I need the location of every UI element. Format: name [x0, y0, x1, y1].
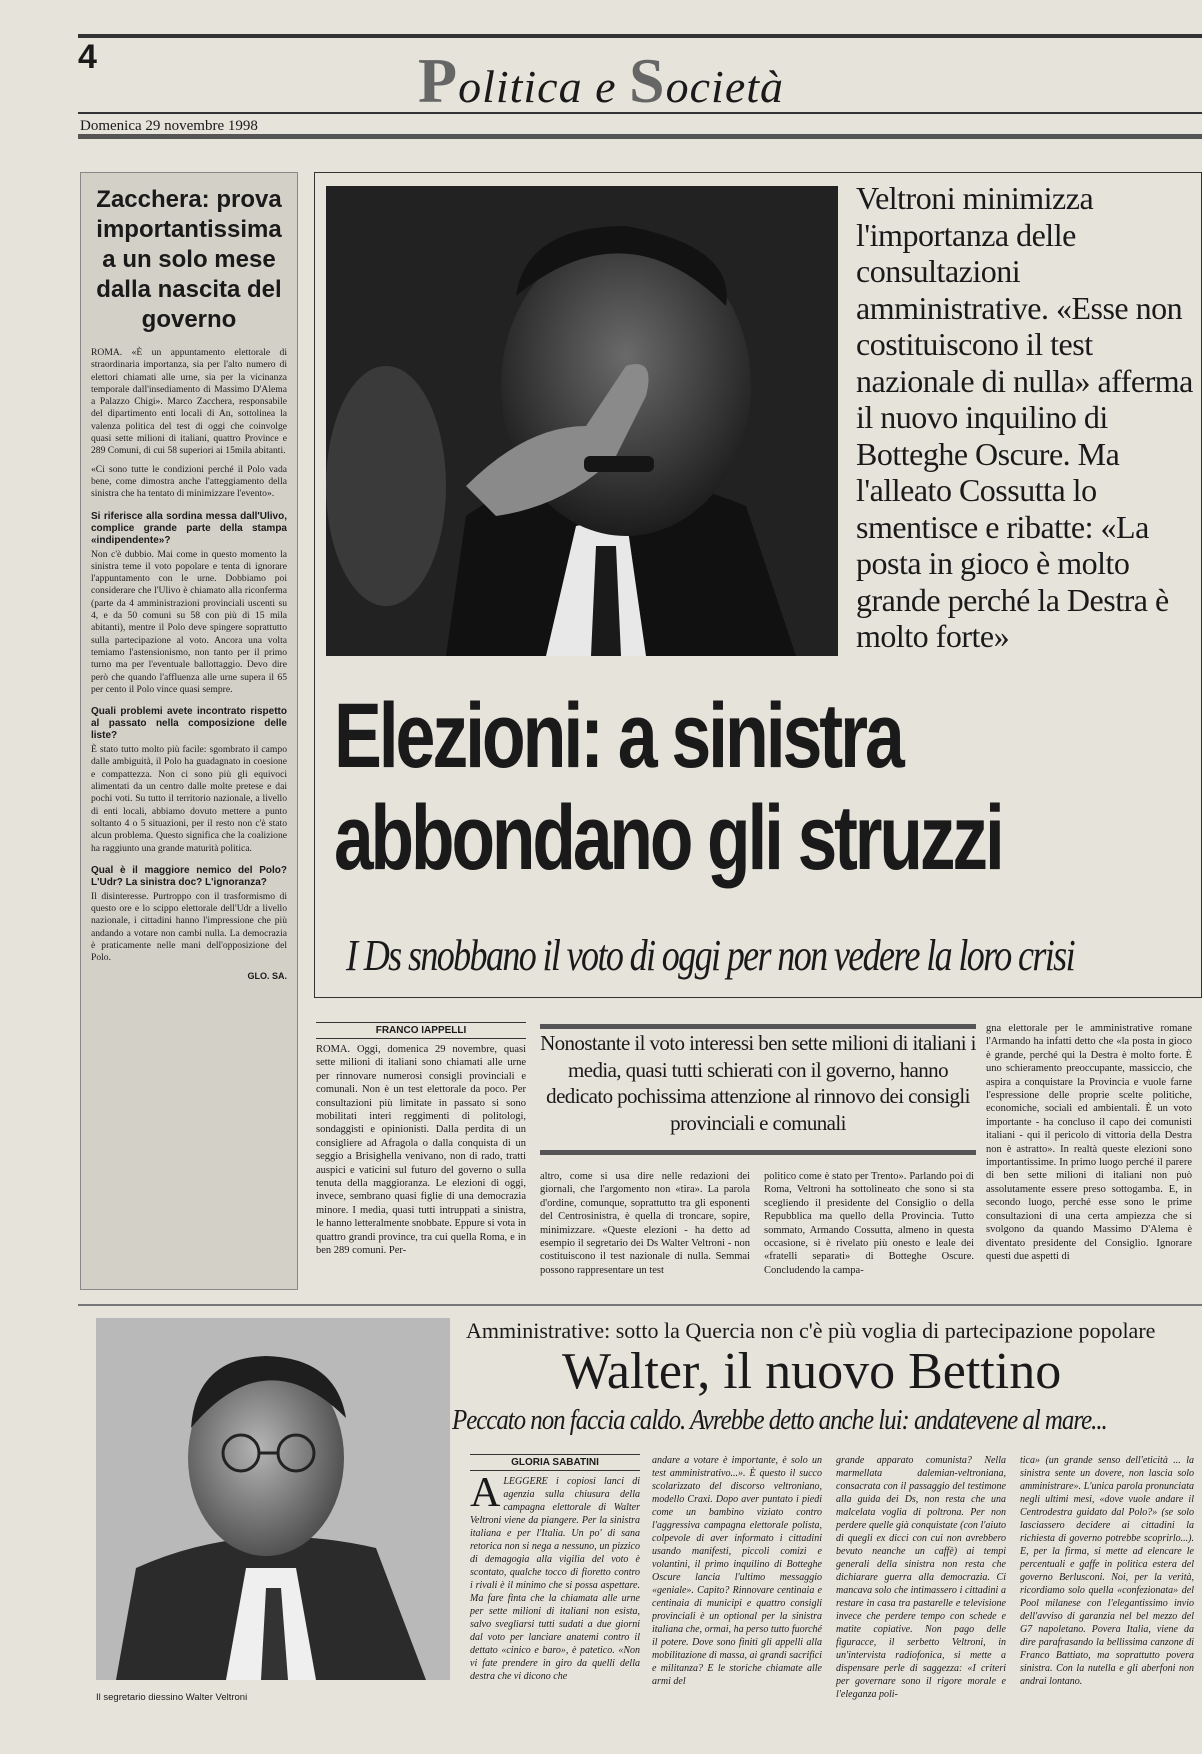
lead-column-2: altro, come si usa dire nelle redazioni dei giornali, che l'argomento non «tira». La parola d'ordine, comunque, soprattutto tra gli esponenti del Centrosinistra, è quella di troncare, sopire, minimizzare. «Queste elezioni - ha detto ad esempio il segretario dei Ds Walter Veltroni - non costituiscono il test nazionale di nulla. Semmai possono rappresentare un test [540, 1171, 750, 1276]
sidebar-intro: ROMA. «È un appuntamento elettorale di straordinaria importanza, sia per l'alto numero di elettori chiamati alle urne, sia per la vicinanza temporale dall'insediamento di Massimo D'Alema a Palazzo Chigi». Marco Zacchera, responsabile del dipartimento enti locali di An, sottolinea la valenza politica del test di oggi che coinvolge quasi sette milioni di italiani, quattro Province e 289 Comuni, di cui 58 superiori ai 15mila abitanti. [91, 347, 287, 457]
masthead-text-2: ocietà [665, 61, 785, 112]
lead-column-4: gna elettorale per le amministrative romane l'Armando ha infatti detto che «la posta in gioco è grande, perché qui la Destra è molto forte. È uno schieramento preoccupante, massiccio, che aspira a conquistare la Provincia e vuole farne l'espressione delle proprie scelte politiche, economiche, sociali ed ambientali. È un voto importante - ha concluso il capo dei comunisti italiani - qui il pericolo di vittoria della Destra non è astratto». In realtà queste elezioni sono importantissime. In primo luogo perché il parere di ben sette milioni di italiani non può assolutamente essere preso sottogamba. E, in secondo luogo, perché esse sono le prime consultazioni di una certa ampiezza che si svolgono da quando Massimo D'Alema è diventato presidente del Consiglio. Ignorare questi due aspetti di [986, 1023, 1192, 1262]
second-headline: Walter, il nuovo Bettino [562, 1343, 1062, 1400]
second-kicker: Amministrative: sotto la Quercia non c'è più voglia di partecipazione popolare [466, 1318, 1156, 1343]
second-subhead: Peccato non faccia caldo. Avrebbe detto anche lui: andatevene al mare... [452, 1404, 1107, 1436]
masthead-text-1: olitica e [458, 61, 630, 112]
photo-illustration [326, 186, 838, 656]
second-column-1 [470, 1454, 640, 1683]
page-number: 4 [78, 38, 97, 76]
second-column-1-body: LEGGERE i copiosi lanci di agenzia sulla chiusura della campagna elettorale di Walter Veltroni viene da piangere. Per la sinistra italiana e per l'Italia. Un po' di sana retorica non si nega a nessuno, un pizzico di demagogia alla vigilia del voto è scontato, qualche tocco di fioretto contro i rivali è il minimo che si possa aspettare. Ma fare finta che la chiamata alle urne per sette milioni di italiani non esista, salvo svegliarsi tutti sudati a due giorni dal voto per lanciare anatemi contro il dettato «cinico e baro», è patetico. «Non vi fate prendere in giro da quelli della destra che vi dicono che [470, 1476, 640, 1682]
sidebar-question-3: Qual è il maggiore nemico del Polo? L'Udr? La sinistra doc? L'ignoranza? [91, 864, 287, 888]
lead-subhead: I Ds snobbano il voto di oggi per non vedere la loro crisi [346, 931, 1074, 980]
veltroni-photo [326, 186, 838, 656]
dateline: Domenica 29 novembre 1998 [80, 118, 258, 134]
lead-headline-line-1: Elezioni: a sinistra [334, 685, 902, 787]
sidebar-answer-2: È stato tutto molto più facile: sgombrato il campo dalle ambiguità, il Polo ha guadagnato in coesione e compattezza. Non ci sono più gli equivoci alimentati da un centro dalle molte pretese e dai pochi voti. Su tutto il territorio nazionale, a livello di enti locali, abbiamo dovuto mettere a punto soltanto 4 o 5 situazioni, per il resto non c'è stato alcun problema. Questo significa che la coalizione ha raggiunto una grande maturità politica. [91, 744, 287, 854]
lead-pullquote: Nonostante il voto interessi ben sette milioni di italiani i media, quasi tutti schierati con il governo, hanno dedicato pochissima attenzione al rinnovo dei consigli provinciali e comunali [540, 1031, 976, 1135]
second-column-1-text [470, 1470, 640, 1683]
sidebar-signature: GLO. SA. [247, 970, 287, 981]
sidebar-intro-2: «Ci sono tutte le condizioni perché il Polo vada bene, come dimostra anche l'atteggiamento della sinistra che ha tentato di minimizzare l'evento». [91, 463, 287, 500]
second-column-3: grande apparato comunista? Nella marmellata dalemian-veltroniana, consacrata con il passaggio del testimone alla guida dei Ds, non resta che una malcelata voglia di poltrona. Per non perdere quelle già conquistate (con l'aiuto di quegli ex dicci con cui non avrebbero bevuto neanche un caffè) ai tempi generali della sinistra non resta che dichiarare guerra alla democrazia. Ci mancava solo che intimassero i cittadini a restare in casa tra pastarelle e televisione invece che perdere tempo con schede e matite copiative. Non pago delle figuracce, il serbetto Veltroni, in un'intervista radiofonica, si mette a dispensare perle di saggezza: «I criteri per governare sono il rigore morale e l'eleganza poli- [836, 1455, 1006, 1700]
sidebar-question-2: Quali problemi avete incontrato rispetto al passato nella composizione delle liste? [91, 706, 287, 742]
portrait-caption: Il segretario diessino Walter Veltroni [96, 1692, 248, 1703]
sidebar-interview [80, 172, 298, 1290]
masthead-cap-p: P [417, 45, 459, 116]
sidebar-answer-3: Il disinteresse. Purtroppo con il trasformismo di questo ore e lo scippo elettorale dell'Udr a livello nazionale, i cittadini hanno l'impressione che più andando a votare non cambi nulla. La democrazia è praticamente nelle mani dell'opposizione del Polo. [91, 890, 287, 964]
sidebar-title: Zacchera: prova importantissima a un solo mese dalla nascita del governo [96, 186, 282, 333]
lead-column-3: politico come è stato per Trento». Parlando poi di Roma, Veltroni ha sottolineato che sono si sta scegliendo il presidente del Consiglio o della Repubblica ma quello della Provincia. Tutto sommato, Armando Cossutta, almeno in questa occasione, si è rivelato più onesto e leale dei «fratelli separati» di Botteghe Oscure. Concludendo la campa- [764, 1171, 974, 1276]
section-masthead [0, 44, 1202, 118]
sidebar-question-1: Si riferisce alla sordina messa dall'Ulivo, complice grande parte della stampa «indipendente»? [91, 510, 287, 546]
second-column-2: andare a votare è importante, è solo un test amministrativo...». È questo il succo scolarizzato del discorso veltroniano, modello Craxi. Dopo aver puntato i piedi come un bambino viziato contro l'aggressiva campagna elettorale polista, colpevole di aver informato i cittadini usando manifesti, piccoli comizi e volantini, il primo inquilino di Botteghe Oscure lancia l'ultimo messaggio «geniale». Capito? Rinnovare centinaia e centinaia di municipi e quattro consigli provinciali è un optional per la sinistra italiana che, ormai, ha perso tutto fuorché il potere. Dove sono finiti gli appelli alla mobilitazione di massa, ai grandi sacrifici e militanza? E le storiche chiamate alle armi del [652, 1455, 822, 1687]
lead-byline: FRANCO IAPPELLI [316, 1022, 526, 1039]
second-column-4: tica» (un grande senso dell'eticità ... la sinistra sente un dovere, non lascia solo amministrare». L'unica parola pronunciata negli ultimi mesi, «dove vuole andare il Centrodestra guidato dal Polo?» (se solo lasciassero decidere ai cittadini la richiesta di governo potrebbe scoprirlo...). E, per la firma, si mette ad elencare le percentuali e gaffe in politica estera del governo Berlusconi. Noi, per la verità, ricordiamo solo quella «confezionata» del Pool milanese con l'elegantissimo invio dell'avviso di garanzia nel bel mezzo del G7 napoletano. Povera Italia, viene da dire parafrasando la bellissima canzone di Franco Battiato, ma soprattutto povera sinistra. Con la nutella e gli aberfoni non andrai lontano. [1020, 1455, 1194, 1687]
veltroni-portrait-photo [96, 1318, 450, 1680]
sidebar-answer-1: Non c'è dubbio. Mai come in questo momento la sinistra teme il voto popolare e tenta di ignorare l'appuntamento con le urne. Dobbiamo poi considerare che l'Ulivo è chiamato alla riconferma (parte da 4 amministrazioni provinciali uscenti su 4, e da 50 comuni su 58 con più di 15 mila abitanti), mentre il Polo deve spingere soprattutto sulla partecipazione al voto. Ancora una volta temiamo l'astensionismo, non tanto per il primo turno ma per l'eventuale ballottaggio. Devo dire però che quando l'affluenza alle urne supera il 65 per cento il Polo vince quasi sempre. [91, 548, 287, 695]
second-byline: GLORIA SABATINI [470, 1454, 640, 1471]
masthead-cap-s: S [629, 45, 666, 116]
portrait-illustration [96, 1318, 450, 1680]
lead-headline-line-2: abbondano gli struzzi [334, 787, 1002, 889]
lead-column-1-text: ROMA. Oggi, domenica 29 novembre, quasi sette milioni di italiani sono chiamati alle urne per rinnovare numerosi consigli provinciali e comunali. Non è un test elettorale da poco. Per consultazioni più limitate in passato si sono mobilitati interi reggimenti di politologi, sondaggisti e opinionisti. Dalla perdita di un consigliere ad Afragola o dalla conquista di un seggio a Brisighella venivano, non di rado, tratti auspici e vaticini sul futuro del governo o sulla tenuta della maggioranza. Le elezioni di oggi, invece, sembrano quasi figlie di una democrazia minore. I media, quasi tutti intruppati a sinistra, le hanno letteralmente snobbate. Eppure si vota in quattro grandi province, tra cui quella Roma, e in ben 289 comuni. Per- [316, 1044, 526, 1257]
dropcap: A [470, 1470, 501, 1516]
lead-column-1 [316, 1022, 526, 1258]
lead-deck: Veltroni minimizza l'importanza delle consultazioni amministrative. «Esse non costituiscono il test nazionale di nulla» afferma il nuovo inquilino di Botteghe Oscure. Ma l'alleato Cossutta lo smentisce e ribatte: «La posta in gioco è molto grande perché la Destra è molto forte» [856, 180, 1193, 654]
